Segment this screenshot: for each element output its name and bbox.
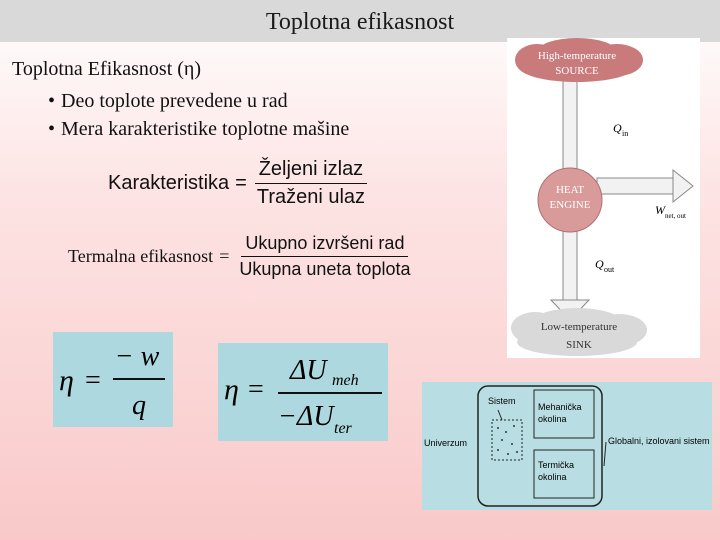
slide-title: Toplotna efikasnost [265, 9, 455, 35]
bullet-list [48, 87, 349, 143]
isolated-pointer [604, 442, 606, 466]
eta-energy-formula [218, 343, 388, 441]
eta-symbol: η [224, 373, 239, 406]
bullet-item: • Deo toplote prevedene u rad [48, 87, 349, 115]
universe-graphic [422, 382, 712, 510]
work-arrow-head [673, 170, 693, 202]
thermal-denominator: Ukupna uneta toplota [239, 259, 411, 279]
source-label-line1: High-temperature [537, 50, 617, 62]
delta-u-ter: −ΔU [278, 401, 334, 432]
q-in-subscript: in [622, 129, 629, 138]
work-arrow-shaft [597, 178, 677, 194]
isolated-system-label: Globalni, izolovani sistem [608, 436, 710, 446]
system-label: Sistem [488, 396, 516, 406]
source-label-line2: SOURCE [555, 65, 599, 77]
q-out-arrow-shaft [563, 228, 577, 306]
characteristic-denominator: Traženi ulaz [256, 186, 366, 208]
system-pointer [498, 410, 502, 420]
eta-work-formula [53, 332, 173, 427]
sink-label-line2: SINK [566, 339, 592, 351]
eta-symbol: η [59, 364, 74, 397]
eta-work-formula-graphic [53, 332, 173, 427]
thermal-lhs: Termalna efikasnost [68, 246, 214, 266]
thermal-label-line2: okolina [538, 472, 567, 482]
thermal-efficiency-equation [68, 233, 414, 280]
equals-sign: = [248, 374, 264, 405]
thermal-numerator: Ukupno izvršeni rad [241, 233, 408, 257]
characteristic-numerator: Željeni izlaz [255, 158, 367, 184]
q-in-label: Q [613, 121, 622, 135]
heat-engine-graphic [507, 38, 700, 358]
mech-label-line2: okolina [538, 414, 567, 424]
thermal-label-line1: Termička [538, 460, 575, 470]
title-bar [0, 0, 720, 42]
equals-sign: = [85, 365, 101, 396]
engine-label-line1: HEAT [555, 184, 585, 196]
characteristic-fraction [253, 158, 369, 209]
w-net-label: W [655, 203, 665, 217]
thermal-fraction [235, 233, 414, 280]
mech-subscript: meh [332, 372, 359, 389]
sink-label-line1: Low-temperature [540, 321, 618, 333]
q-in-arrow [563, 76, 577, 172]
section-heading: Toplotna Efikasnost (η) [12, 58, 202, 80]
mech-label-line1: Mehanička [538, 402, 582, 412]
ter-subscript: ter [334, 420, 352, 437]
universe-label: Univerzum [424, 438, 468, 448]
eta-energy-formula-graphic [218, 343, 388, 441]
system-particles [497, 425, 518, 455]
characteristic-lhs: Karakteristika [108, 172, 230, 194]
heat-denominator: q [132, 390, 146, 421]
work-numerator: − w [114, 341, 160, 372]
universe-diagram [422, 382, 712, 510]
q-out-label: Q [595, 257, 604, 271]
w-net-subscript: net, out [665, 212, 686, 220]
delta-u-mech: ΔU [290, 355, 327, 386]
engine-label-line2: ENGINE [549, 199, 591, 211]
q-out-subscript: out [604, 265, 615, 274]
equals-sign: = [235, 172, 247, 194]
heat-engine-diagram [507, 38, 700, 358]
equals-sign: = [219, 246, 230, 266]
bullet-item: • Mera karakteristike toplotne mašine [48, 115, 349, 143]
characteristic-equation [108, 158, 369, 209]
